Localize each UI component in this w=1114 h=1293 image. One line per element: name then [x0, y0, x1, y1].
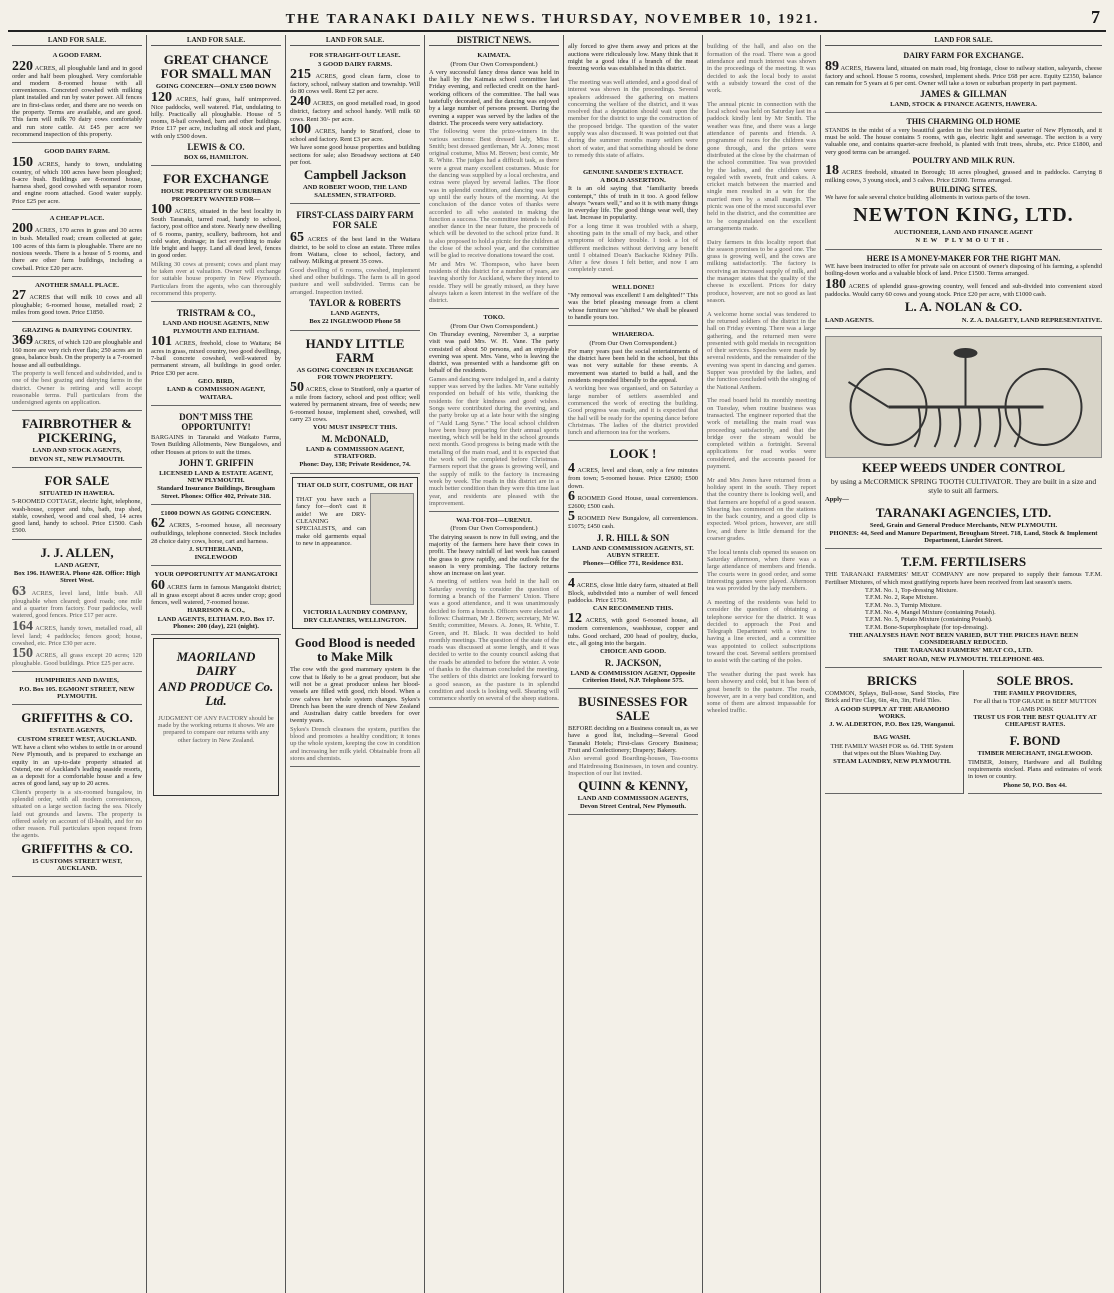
article-text: A very successful fancy dress dance was held in the hall by the Kaimata school committee last Friday evening, and reflected credit on the hard-working officers of the committee. The hall was tastefully decorated, and the dancing was enjoyed by a large number of persons present. During the evening a supper was served by the ladies of the district. The proceeds were very satisfactory.	[429, 68, 559, 127]
agent-name: HUMPHRIES AND DAVIES,	[35, 677, 119, 685]
agent-name: L. A. NOLAN & CO.	[904, 298, 1023, 314]
article-whareroa: WHAREROA. (From Our Own Correspondent.) For many years past the social entertainments of the district have been held in the school, but this was not very suitable for these events. A movement was started to build a hall, and the residents responded liberally to the appeal. A working bee was organised, and on Saturday a large number of settlers assembled and commenced the work of erecting the building. Good progress was made, and it is expected that the hall will be ready for the opening dance before Christmas. The ladies of the district provided lunch and afternoon tea for the workers.	[568, 328, 698, 441]
rooms: 6	[568, 489, 575, 505]
agent-name: TAYLOR & ROBERTS	[309, 297, 401, 308]
ad-subtitle: AS GOING CONCERN IN EXCHANGE FOR TOWN PROPERTY.	[296, 366, 414, 381]
company-subtitle: Seed, Grain and General Produce Merchants, NEW PLYMOUTH.	[869, 521, 1058, 529]
ad-charming-home	[825, 115, 1102, 249]
ad-title: Good Blood is needed to Make Milk	[294, 635, 416, 665]
ad-apply: Apply—	[825, 496, 849, 504]
newspaper-title: THE TARANAKI DAILY NEWS. THURSDAY, NOVEMBER 10, 1921.	[285, 12, 820, 27]
agent-subtitle: AND ROBERT WOOD, THE LAND SALESMEN, STRATFORD.	[302, 184, 407, 199]
agent-name: J. W. ALDERTON, P.O. Box 129, Wanganui.	[829, 721, 955, 729]
ad-text: ACRES, freehold, close to Waitara; 84 acres in grass, mixed country, two good dwellings, 7-bail concrete cowshed, well-watered by permanent stream, all buildings in good order. Price £30 per acre.	[151, 339, 281, 377]
ad-for-exchange: FOR EXCHANGE HOUSE PROPERTY OR SUBURBAN PROPERTY WANTED FOR— 100 ACRES, situated in the best locality in South Taranaki, tarred road, handy to school, factory, post office and store. Nearly new dwelling of 6 rooms, pantry, scullery, bathroom, hot and cold water, drainage; in fact everything to make life bright and happy. Land all dead level, fences in good order. Milking 30 cows at present; cows and plant may be taken over at valuation. Owner will exchange for suitable house property in New Plymouth. Particulars from the agents, who can thoroughly recommend this property.	[151, 168, 281, 302]
fertiliser-item: T.F.M. Bone-Superphosphate (for top-dressing).	[865, 623, 989, 631]
columns	[8, 35, 1106, 1293]
article-kaimata: KAIMATA. (From Our Own Correspondent.) A very successful fancy dress dance was held in the hall by the Kaimata school committee last Friday evening, and reflected credit on the hard-working officers of the committee. The hall was tastefully decorated, and the dancing was enjoyed by a large number of persons present. During the evening a supper was served by the ladies of the district. The proceeds were very satisfactory. The following were the prize-winners in the various sections: Best dressed lady, Miss E. Smith; best dressed gentleman, Mr A. Jones; most original costume, Miss M. Brown; best comic, Mr R. White. The judges had a difficult task, as there were a great many excellent costumes. Music for the dancing was supplied by a local orchestra, and extras were played by several ladies. The floor was in splendid condition, and dancing was kept up until the early hours of the morning. At the conclusion of the dance votes of thanks were accorded to all who assisted in making the function a success. The committee intends to hold another dance in the near future, the proceeds of which will be devoted to the school prize fund. It is also proposed to hold a picnic for the children at the close of the school year, and the committee will be glad to receive donations toward the cost. Mr and Mrs W. Thompson, who have been residents of this district for a number of years, are leaving shortly for Auckland, where they intend to reside. They will be greatly missed, as they have always taken a keen interest in the welfare of the district.	[429, 49, 559, 309]
ad-cheap-place	[12, 212, 142, 277]
ad-first-class: FIRST-CLASS DAIRY FARM FOR SALE 65 ACRES of the best land in the Waitara district, to be sold to close an estate. Three miles from Waitara, close to school, factory, and railway. Milking at present 35 cows. Good dwelling of 6 rooms, cowshed, implement shed and other buildings. The farm is all in good pasture and well subdivided. Terms can be arranged. Inspection invited. TAYLOR & ROBERTS LAND AGENTS, Box 22 INGLEWOOD Phone 58	[290, 206, 420, 331]
ad-text: ACRES of splendid grass-growing country, well fenced and sub-divided into convenient sized paddocks. Would carry 60 cows and young stock. Price £20 per acre, with £1000 cash.	[825, 282, 1102, 298]
acreage: 18	[825, 163, 839, 179]
ad-title: GOOD DAIRY FARM.	[44, 148, 110, 156]
agent-subtitle: LAND AND STOCK AGENTS,	[32, 447, 122, 455]
ad-title: HANDY LITTLE FARM	[305, 335, 405, 365]
rooms: 5	[568, 509, 575, 525]
ad-fairbrother	[12, 413, 142, 468]
article-title: WHAREROA.	[612, 331, 654, 339]
ad-opportunity	[151, 408, 281, 505]
ad-text: by using a McCORMICK SPRING TOOTH CULTIVATOR. They are built in a size and style to suit all farmers.	[830, 477, 1097, 496]
ad-text: ACRES, of which 120 are ploughable and 160 more are very rich river flats; 250 acres are in grass, balance bush. On the property is a 7-roomed house and all outbuildings.	[12, 339, 142, 369]
agent-subtitle: INGLEWOOD	[194, 554, 238, 562]
ad-title: THIS CHARMING OLD HOME	[906, 117, 1021, 127]
company-subtitle: DRY CLEANERS, WELLINGTON.	[303, 617, 407, 625]
company-subtitle: THE FAMILY PROVIDERS,	[993, 689, 1077, 697]
ad-lease	[290, 49, 420, 204]
agent-name: J. J. ALLEN,	[40, 544, 114, 560]
ad-bricks	[825, 670, 964, 794]
ad-note: THE ANALYSES HAVE NOT BEEN VARIED, BUT THE PRICES HAVE BEEN CONSIDERABLY REDUCED.	[848, 631, 1079, 647]
agent-phone: Phones—Office 771, Residence 831.	[582, 560, 684, 568]
ad-griffiths: GRIFFITHS & CO. ESTATE AGENTS, CUSTOM STREET WEST, AUCKLAND. WE have a client who wishes to settle in or around New Plymouth, and is prepared to exchange an equity in an up-to-date property situated at Ostend, one of Auckland's leading seaside resorts, as a deposit for a comfortable house and a few acres of good land, say up to 20 acres. Client's property is a six-roomed bungalow, in splendid order, with all modern conveniences, situated on a large section facing the sea. Nicely laid out grounds and lawns. The property is offered solely on account of ill-health, and for no other reason. Full particulars upon request from the agents. GRIFFITHS & CO. 15 CUSTOMS STREET WEST, AUCKLAND.	[12, 707, 142, 877]
agent-subtitle: LAND AND HOUSE AGENTS, NEW PLYMOUTH AND ELTHAM.	[162, 320, 270, 335]
brand-name: MAORILAND DAIRY	[176, 649, 256, 679]
ad-text: ACRES, half grass, half unimproved. Nice paddocks, well watered. Flat, undulating to hilly. Practically all ploughable. House of 5 rooms, 8-bail cowshed, barn and other buildings. Price £17 per acre, including all stock and plant, with only £500 down.	[151, 95, 282, 140]
ad-text: ACRES, situated in the best locality in South Taranaki, tarred road, handy to school, factory, post office and store. Nearly new dwelling of 6 rooms, pantry, scullery, bathroom, hot and cold water, drainage; in fact everything to make life bright and happy. Land all dead level, fences in good order.	[151, 207, 281, 260]
column-3	[286, 35, 425, 1293]
ad-money-maker	[825, 252, 1102, 329]
ad-cultivator	[825, 331, 1102, 549]
ad-subtitle: CHOICE AND GOOD.	[600, 648, 666, 656]
ad-text: ACRES, with good 6-roomed house, all modern conveniences, washhouse, copper and tubs. Good orchard, 200 head of poultry, ducks, etc., all going into the bargain.	[568, 617, 698, 647]
masthead	[8, 6, 1106, 32]
agent-name: TRISTRAM & CO.,	[176, 308, 256, 319]
ad-text: ACRES, 170 acres in grass and 30 acres in bush. Metalled road; cream collected at gate; 100 acres of this farm is ploughable. There are no noxious weeds. There is a house of 5 rooms, and there are other farm buildings, including a cowbail. Price £20 per acre.	[12, 227, 143, 272]
man-in-suit-illustration	[370, 493, 414, 605]
ad-genuine-extract: GENUINE SANDER'S EXTRACT. A BOLD ASSERTION. It is an old saying that "familiarity breeds contempt," this of truth in it too. A good fellow always "wears well," and so it is with many things in everyday life. The good things wear well, they last. Increase in popularity. For a long time it was troubled with a sharp, shooting pain in the small of my back, and other symptoms of kidney trouble. I took a lot of different medicines without deriving any benefit until I obtained Doan's Backache Kidney Pills. After a few doses I felt better, and now I am completely cured.	[568, 166, 698, 279]
agent-address: DEVON ST., NEW PLYMOUTH.	[29, 455, 125, 463]
column-2	[147, 35, 286, 1293]
brand-name-2: AND PRODUCE Co. Ltd.	[158, 679, 274, 709]
fertiliser-item: T.F.M. No. 3, Turnip Mixture.	[865, 601, 942, 609]
ad-title: GREAT CHANCE FOR SMALL MAN	[160, 52, 272, 82]
ad-text: ROOMED Good House, usual conveniences. £2600; £500 cash.	[568, 495, 698, 511]
article-byline: (From Our Own Correspondent.)	[450, 525, 538, 533]
ad-text: THE FAMILY WASH FOR ss. 6d. THE System that wipes out the Blues Washing Day.	[830, 742, 954, 758]
ad-title: HERE IS A MONEY-MAKER FOR THE RIGHT MAN.	[866, 253, 1061, 263]
ad-title: CAN RECOMMEND THIS.	[592, 605, 674, 613]
company-name: THE TARANAKI FARMERS' MEAT CO., LTD.	[894, 647, 1033, 655]
agent-name: HARRISON & CO.,	[187, 607, 245, 615]
ad-subtitle: HOUSE PROPERTY OR SUBURBAN PROPERTY WANTED FOR—	[161, 188, 271, 203]
ad-title: DAIRY FARM FOR EXCHANGE.	[903, 51, 1024, 61]
company-name: F. BOND	[1009, 733, 1061, 749]
ad-tristram	[151, 304, 281, 406]
cultivator-drawing	[826, 337, 1101, 457]
ad-note: We have some good house properties and building sections for sale; also Broadway sections at £40 per foot.	[290, 144, 420, 166]
ad-title: POULTRY AND MILK RUN.	[912, 155, 1015, 165]
company-name: SOLE BROS.	[996, 672, 1074, 688]
article-toko: TOKO. (From Our Own Correspondent.) On Thursday evening, November 3, a surprise visit was paid Mrs. W. H. Vane. The party consisted of about 50 persons, and an enjoyable evening was spent. Mrs. Vane, who is leaving the district, was presented with a handsome gift on behalf of the residents. Games and dancing were indulged in, and a dainty supper was served by the ladies. Mr Vane suitably responded on behalf of his wife, thanking the residents for their kindness and good wishes. Songs were contributed during the evening, and the party broke up at a late hour with the singing of "Auld Lang Syne." The local school children have been busy preparing for their annual sports meeting, which will be held in the school grounds next month. Good progress is being made with the metalling of the main road, and it is expected that the work will be completed before Christmas. Farmers report that the grass is growing well, and the supply of milk to the factory is increasing week by week. The roads in this district are in a much better condition than they were this time last year, and residents are pleased with the improvement.	[429, 311, 559, 512]
ad-text: THE TARANAKI FARMERS' MEAT COMPANY are now prepared to supply their famous T.F.M. Fertiliser Mixtures, of which most gratifying reports have been received from last season's users.	[825, 571, 1102, 586]
acreage: 100	[151, 201, 172, 217]
ad-text: ACRES, on good metalled road, in good district, factory and school handy. Will milk 60 cows. Rent 30/- per acre.	[290, 100, 420, 123]
acreage: 150	[12, 154, 33, 170]
fertiliser-item: T.F.M. No. 1, Top-dressing Mixture.	[865, 587, 958, 595]
article-continuation: ally forced to give them away and prices at the auctions were ridiculously low. Many think that it might be a good idea if a branch of the meat freezing works was established in this district.	[568, 43, 698, 73]
ad-text: WE have been instructed to offer for private sale on account of owner's disposing of his farming, a splendid boiling-down works and a valuable block of land. Price £1500. Terms arranged.	[825, 263, 1102, 278]
acreage: 27	[12, 288, 26, 304]
company-name: STEAM LAUNDRY, NEW PLYMOUTH.	[833, 758, 951, 766]
agent-name: QUINN & KENNY,	[578, 778, 688, 794]
ad-title: GENUINE SANDER'S EXTRACT.	[582, 168, 684, 176]
acreage: 4	[568, 575, 575, 591]
ad-text: 5-ROOMED COTTAGE, electric light, telephone, wash-house, copper and tubs, bath, trap shed, stable, cowshed, wood and coal shed, 14 acres good land, handy to school. Price £1500. Cash £500.	[12, 498, 142, 535]
acreage: 89	[825, 58, 839, 74]
ad-text: ACRES, close little dairy farm, situated at Bell Block, subdivided into a number of well fenced paddocks. Price £1750.	[568, 581, 699, 604]
ad-dairy-exchange	[825, 49, 1102, 113]
article-title: WAI-TOI-TOI—URENUI.	[456, 517, 532, 525]
ad-title: FOR STRAIGHT-OUT LEASE.	[309, 52, 401, 60]
agent-address: Box 22 INGLEWOOD Phone 58	[309, 318, 401, 326]
ad-title: FOR SALE	[44, 472, 110, 488]
acreage: 180	[825, 276, 846, 292]
agent-name: JAMES & GILLMAN	[920, 89, 1007, 100]
ad-grazing: GRAZING & DAIRYING COUNTRY. 369 ACRES, of which 120 are ploughable and 160 more are very rich river flats; 250 acres are in grass, balance bush. On the property is a 7-roomed house and all outbuildings. The property is well fenced and subdivided, and is one of the best grazing and dairying farms in the district. Owner is retiring and will accept reasonable terms. Full particulars from the undersigned agents on application.	[12, 324, 142, 412]
ad-look	[568, 443, 698, 572]
agent-name: JOHN T. GRIFFIN	[178, 457, 254, 468]
ad-title: FOR EXCHANGE	[163, 171, 269, 187]
column-1	[8, 35, 147, 1293]
ad-dry-cleaning	[292, 477, 418, 630]
agent-name: J. R. HILL & SON	[596, 532, 670, 543]
ad-going-concern	[151, 507, 281, 566]
ad-note: TRUST US FOR THE BEST QUALITY AT CHEAPEST RATES.	[973, 713, 1097, 729]
ad-title: £1000 DOWN AS GOING CONCERN.	[160, 509, 272, 517]
acreage: 65	[290, 229, 304, 245]
agent-name: LEWIS & CO.	[187, 142, 245, 153]
fertiliser-item: T.F.M. No. 5, Potato Mixture (containing Potash).	[865, 616, 993, 624]
agent-subtitle: LICENSED LAND & ESTATE AGENT, NEW PLYMOUTH.	[159, 469, 273, 485]
ad-text: The cow with the good mammary system is the cow that is likely to be a great producer, but she will not be a great producer unless her blood-vessels are filled with good, rich blood. When a cow calves her whole system changes. Sykes's Drench has been the sure drench of New Zealand and Australian dairy cattle breeders for over twenty years.	[290, 666, 420, 725]
column-7	[821, 35, 1106, 1293]
company-address: SMART ROAD, NEW PLYMOUTH. TELEPHONE 483.	[883, 655, 1044, 663]
ad-title: YOUR OPPORTUNITY AT MANGATOKI	[154, 571, 278, 579]
company-phones: PHONES: 44, Seed and Manure Department, Brougham Street. 718, Land, Stock & Implement Department, Liardet Street.	[829, 529, 1098, 545]
article-title: TOKO.	[483, 314, 505, 322]
article-byline: (From Our Own Correspondent.)	[450, 322, 538, 330]
ad-subtitle: 3 GOOD DAIRY FARMS.	[317, 60, 393, 68]
agent-address: Box 196. HAWERA. Phone 428. Office: High Street West.	[13, 570, 141, 585]
acreage: 4	[568, 461, 575, 477]
company-name: NEWTON KING, LTD.	[853, 204, 1074, 227]
ad-text: It is an old saying that "familiarity breeds contempt," this of truth in it too. A good fellow always "wears well," and so it is with many things in everyday life. The good things wear well, they last. Increase in popularity.	[568, 185, 698, 222]
ad-title: FIRST-CLASS DAIRY FARM FOR SALE	[296, 209, 414, 230]
ad-text: ACRES, 5-roomed house, all necessary outbuildings, telephone connected. Stock includes 28 choice dairy cows, horse, cart and harness.	[151, 522, 281, 545]
agent-name: FAIRBROTHER & PICKERING,	[22, 416, 132, 446]
ad-text: THAT you have such a fancy for—don't cast it aside! We are DRY-CLEANING SPECIALISTS, and can make old garments equal to new in appearance.	[296, 496, 366, 547]
ad-well-done	[568, 281, 698, 326]
ad-title: A GOOD FARM.	[52, 52, 102, 60]
ad-note: YOU MUST INSPECT THIS.	[312, 424, 398, 432]
article-byline: (From Our Own Correspondent.)	[589, 339, 677, 347]
acreage: 215	[290, 66, 311, 82]
ad-businesses: BUSINESSES FOR SALE BEFORE deciding on a Business consult us, as we have a good list, including—Several Good Taranaki Hotels; First-class Grocery Business; Fruit and Confectionery; Drapery; Bakery. Also several good Boarding-houses, Tea-rooms and Hairdressing Businesses, in town and country. Inspection of our list invited. QUINN & KENNY, LAND AND COMMISSION AGENTS, Devon Street Central, New Plymouth.	[568, 691, 698, 815]
article-byline: (From Our Own Correspondent.)	[450, 60, 538, 68]
ad-title: BUSINESSES FOR SALE	[578, 694, 688, 724]
acreage: 369	[12, 333, 33, 349]
agent-left: LAND AGENTS.	[825, 316, 874, 324]
agent-subtitle: LAND & COMMISSION AGENT, WAITARA.	[166, 386, 266, 401]
acreage: 200	[12, 221, 33, 237]
ad-small-place	[12, 279, 142, 322]
ad-bell-block	[568, 575, 698, 690]
article-text: For many years past the social entertainments of the district have been held in the school, but this was not very suitable for these events. A movement was started to build a hall, and the residents responded liberally to the appeal.	[568, 347, 698, 385]
ad-sole-bros	[968, 670, 1102, 794]
agent-subtitle: LAND AND COMMISSION AGENTS, Devon Street Central, New Plymouth.	[577, 795, 689, 810]
ad-text: ACRES that will milk 10 cows and all ploughable; 6-roomed house, metalled road; 2 miles from good town. Price £1850.	[12, 294, 142, 317]
fertiliser-list	[825, 587, 1102, 631]
agent-subtitle: LAND & COMMISSION AGENT, Opposite Criterion Hotel, N.P. Telephone 575.	[570, 669, 696, 684]
ad-sykes-drench: Good Blood is needed to Make Milk The cow with the good mammary system is the cow that is likely to be a great producer, but she will not be a great producer unless her blood-vessels are filled with good, rich blood. When a cow calves her whole system changes. Sykes's Drench has been the sure drench of New Zealand and Australian dairy cattle breeders for over twenty years. Sykes's Drench cleanses the system, purifies the blood and promotes a healthy condition; it tones up the whole system, keeping the cow in condition and increasing her milk yield. Obtainable from all stores and chemists.	[290, 632, 420, 767]
agent-name-footer: GRIFFITHS & CO.	[21, 840, 133, 856]
company-subtitle: TIMBER MERCHANT, INGLEWOOD.	[977, 750, 1093, 758]
ad-text: ACRES, level and clean, only a few minutes from town; 5-roomed house. Price £2600; £500 down.	[568, 467, 698, 490]
agent-right: N. Z. A. DALGETY, LAND REPRESENTATIVE.	[961, 316, 1102, 324]
ad-handy-farm	[290, 333, 420, 474]
company-address: NEW PLYMOUTH.	[915, 237, 1012, 245]
agent-name: GEO. BIRD,	[197, 378, 235, 386]
ad-good-dairy-farm	[12, 145, 142, 210]
article-title: KAIMATA.	[477, 52, 511, 60]
column-header: LAND FOR SALE.	[825, 37, 1102, 46]
ad-text: ACRES of the best land in the Waitara district, to be sold to close an estate. Three miles from Waitara, close to school, factory, and railway. Milking at present 35 cows.	[290, 235, 420, 266]
column-6: building of the hall, and also on the formation of the road. There was a good attendance and much interest was shown in the proceedings of the meeting. It was decided to ask the local body to assist with a subsidy toward the cost of the work. The annual picnic in connection with the local school was held on Saturday last in a paddock kindly lent by Mr Smith. The weather was fine, and there was a large attendance of parents and friends. A programme of races for the children was gone through, and the prizes were distributed at the close by the chairman of the school committee. Tea was provided by the ladies, and the children were regaled with sweets, fruit and cakes. A cricket match between the married and single men resulted in a win for the married men by a small margin. The picnic was one of the most successful ever held in the district, and the committee are to be congratulated on the excellent arrangements made. Dairy farmers in this locality report that the season promises to be a good one. The grass is growing well, and the cows are milking satisfactorily. The factory is receiving an increased supply of milk, and the manager states that the quality of the cheese is excellent. Prices for dairy produce, however, are not so good as last season. A welcome home social was tendered to the returned soldiers of the district in the hall on Friday evening. There was a large gathering, and the returned men were presented with gold medals in recognition of their services. Speeches were made by several residents, and the remainder of the evening was spent in dancing and games. Supper was provided by the ladies, and the function concluded with the singing of the National Anthem. The road board held its monthly meeting on Tuesday, when routine business was transacted. The engineer reported that the work of metalling the main road was proceeding satisfactorily, and that the bridge over the stream would be completed within a fortnight. Several applications for road works were considered, and the accounts passed for payment. Mr and Mrs Jones have returned from a holiday spent in the south. They report that the country there is looking well, and that farmers are hopeful of a good season. Shearing has commenced on the stations in the back country, and a good clip is expected. Wool prices, however, are still low, and there is little demand for the coarser grades. The local tennis club opened its season on Saturday afternoon, when there was a large attendance of members and friends. The courts were in good order, and some interesting games were played. Afternoon tea was provided by the lady members. A meeting of the residents was held to consider the question of obtaining a telephone service for the district. It was decided to approach the Post and Telegraph Department with a view to having a line erected, and a committee was appointed to collect subscriptions toward the cost. Several settlers promised to assist with the carting of the poles. The weather during the past week has been showery and cold, but it has been of great benefit to the pasture. The roads, however, are in a very bad condition, and some of them are almost impassable for wheeled traffic.	[703, 35, 821, 1293]
ad-for-sale-hawera	[12, 470, 142, 540]
company-phone: Phone 50, P.O. Box 44.	[1003, 781, 1067, 789]
ad-text: WE have a client who wishes to settle in or around New Plymouth, and is prepared to exchange an equity in an up-to-date property situated at Ostend, one of Auckland's leading seaside resorts, as a deposit for a comfortable house and a few acres of good land, say up to 20 acres.	[12, 743, 142, 788]
ad-title: BAG WASH.	[873, 734, 911, 742]
company-name: TARANAKI AGENCIES, LTD.	[875, 504, 1052, 520]
ad-subtitle: SITUATED IN HAWERA.	[39, 489, 115, 497]
ad-text: We have for sale several choice building allotments in various parts of the town.	[825, 193, 1030, 201]
ad-text: BEFORE deciding on a Business consult us, as we have a good list, including—Several Good Taranaki Hotels; First-class Grocery Business; Fruit and Confectionery; Drapery; Bakery.	[568, 725, 698, 755]
ad-subtitle: GOING CONCERN—ONLY £500 DOWN	[155, 83, 277, 91]
company-subtitle: AUCTIONEER, LAND AND FINANCE AGENT	[894, 229, 1033, 237]
acreage: 50	[290, 380, 304, 396]
acreage: 240	[290, 94, 311, 110]
ad-text: ACRES, Hawera land, situated on main road, big frontage, close to railway station, saleyards, cheese factory and school. House 5 rooms, cowshed, implement sheds. Price £68 per acre. Equity £2350, balance can remain for 5 years at 6 per cent. Owner will take a town or suburban property in part payment.	[825, 64, 1102, 87]
column-header: LAND FOR SALE.	[151, 37, 281, 46]
ad-text: "My removal was excellent! I am delighted!" This was the brief pleasing message from a client whose furniture we "shifted." We shall be pleased to handle yours too.	[568, 292, 698, 321]
ad-text: ACRES farm in famous Mangatoki district; all in grass except about 8 acres under crop; good fences, well watered, 7-roomed house.	[151, 583, 281, 607]
agent-name: J. SUTHERLAND,	[188, 545, 244, 553]
acreage: 62	[151, 516, 165, 532]
agent-subtitle: LAND AND COMMISSION AGENTS, ST. AUBYN STREET.	[572, 544, 694, 559]
agent-address: Standard Insurance Buildings, Brougham Street. Phones: Office 402, Private 318.	[157, 485, 275, 500]
article-text: On Thursday evening, November 3, a surprise visit was paid Mrs. W. H. Vane. The party consisted of about 50 persons, and an enjoyable evening was spent. Mrs. Vane, who is leaving the district, was presented with a handsome gift on behalf of the residents.	[429, 330, 559, 375]
ad-subtitle: A GOOD SUPPLY AT THE ARAMOHO WORKS.	[834, 705, 950, 720]
acreage: 60	[151, 577, 165, 593]
column-header: LAND FOR SALE.	[290, 37, 420, 46]
company-name: VICTORIA LAUNDRY COMPANY,	[303, 608, 407, 616]
page-number: 7	[1091, 7, 1100, 27]
ad-fertilisers	[825, 551, 1102, 668]
ad-text: ACRES, handy to town, undulating country, of which 100 acres have been ploughed; 8-acre bush. Buildings are 8-roomed house, harness shed, good cowshed with separator room and engine room attached. Good water supply. Price £25 per acre.	[12, 160, 143, 205]
column-5: ally forced to give them away and prices at the auctions were ridiculously low. Many think that it might be a good idea if a branch of the meat freezing works was established in this district. The meeting was well attended, and a good deal of interest was shown in the proceedings. Several speakers addressed the gathering on matters concerning the welfare of the district, and it was resolved that a deputation should wait upon the member for the district to urge the construction of the proposed bridge. The question of the water supply was also discussed. It was pointed out that during the summer months many settlers were short of water, and that something should be done to remedy this state of affairs. GENUINE SANDER'S EXTRACT. A BOLD ASSERTION. It is an old saying that "familiarity breeds contempt," this of truth in it too. A good fellow always "wears well," and so it is with many things in everyday life. The good things wear well, they last. Increase in popularity. For a long time it was troubled with a sharp, shooting pain in the small of my back, and other symptoms of kidney trouble. I took a lot of different medicines without deriving any benefit until I obtained Doan's Backache Kidney Pills. After a few doses I felt better, and now I am completely cured. WELL DONE! "My removal was excellent! I am delighted!" This was the brief pleasing message from a client whose furniture we "shifted." We shall be pleased to handle yours too. WHAREROA. (From Our Own Correspondent.) For many years past the social entertainments of the district have been held in the school, but this was not very suitable for these events. A movement was started to build a hall, and the residents responded liberally to the appeal. A working bee was organised, and on Saturday a large number of settlers assembled and commenced the work of erecting the building. Good progress was made, and it is expected that the hall will be ready for the opening dance before Christmas. The ladies of the district provided lunch and afternoon tea for the workers. LOOK ! 4 ACRES, level and clean, only a few minutes from town; 5-roomed house. Price £2600; £500 down. 6 ROOMED Good House, usual conveniences. £2600; £500 cash. 5 ROOMED New Bungalow, all conveniences. £1075; £450 cash. J. R. HILL & SON LAND AND COMMISSION AGENTS, ST. AUBYN STREET. Phones—Office 771, Residence 831. 4 ACRES, close little dairy farm, situated at Bell Block, subdivided into a number of well fenced paddocks. Price £1750. CAN RECOMMEND THIS. 12 ACRES, with good 6-roomed house, all modern conveniences, washhouse, copper and tubs. Good orchard, 200 head of poultry, ducks, etc., all going into the bargain. CHOICE AND GOOD. R. JACKSON, LAND & COMMISSION AGENT, Opposite Criterion Hotel, N.P. Telephone 575. BUSINESSES FOR SALE BEFORE deciding on a Business consult us, as we have a good list, including—Several Good Taranaki Hotels; First-class Grocery Business; Fruit and Confectionery; Drapery; Bakery. Also several good Boarding-houses, Tea-rooms and Hairdressing Businesses, in town and country. Inspection of our list invited. QUINN & KENNY, LAND AND COMMISSION AGENTS, Devon Street Central, New Plymouth.	[564, 35, 703, 1293]
agent-subtitle: LAND AGENTS,	[330, 309, 380, 317]
article-waitoitoi: WAI-TOI-TOI—URENUI. (From Our Own Correspondent.) The dairying season is now in full swing, and the majority of the farmers here have their cows in profit. The heavy rainfall of last week has caused the grass to grow rapidly, and the outlook for the season is very promising. The factory returns show an increase on last year. A meeting of settlers was held in the hall on Saturday evening to consider the question of forming a branch of the Farmers' Union. There was a good attendance, and it was unanimously decided to form a branch. Officers were elected as follows: Chairman, Mr J. Brown; secretary, Mr W. Smith; committee, Messrs. A. Jones, R. White, T. Green, and H. Black. It was decided to hold monthly meetings. The question of the state of the roads was discussed at some length, and it was decided to write to the county council asking that the roads be attended to before the winter. A vote of thanks to the chairman concluded the meeting. The settlers of this district are looking forward to a good season, as the pasture is in splendid condition and stock is looking well. Shearing will commence shortly on several of the sheep stations.	[429, 514, 559, 707]
ad-mangatoki	[151, 568, 281, 635]
ad-text: TIMBER, Joinery, Hardware and all Building requirements stocked. Plans and estimates of work in town or country.	[968, 758, 1102, 781]
ad-title: KEEP WEEDS UNDER CONTROL	[861, 460, 1066, 476]
ad-title: BUILDING SITES.	[929, 184, 998, 194]
article-text: The dairying season is now in full swing, and the majority of the farmers here have their cows in profit. The heavy rainfall of last week has caused the grass to grow rapidly, and the outlook for the season is very promising. The factory returns show an increase on last year.	[429, 533, 559, 578]
acreage: 12	[568, 611, 582, 627]
agent-name: R. JACKSON,	[604, 657, 662, 668]
ad-good-farm	[12, 49, 142, 143]
agent-address: P.O. Box 105. EGMONT STREET, NEW PLYMOUTH.	[19, 685, 135, 701]
ad-text: ACRES, handy to Stratford, close to school and factory. Rent £3 per acre.	[290, 128, 420, 144]
ad-title: WELL DONE!	[611, 283, 655, 291]
column-4	[425, 35, 564, 1293]
ad-text: ACRES freehold, situated in Borough; 18 acres ploughed, grassed and in paddocks. Carrying 8 milking cows, 3 young stock, and 3 calves. Price £2600. Terms arranged.	[825, 169, 1102, 185]
ad-text: ACRES, all ploughable land and in good order and half been ploughed. Very comfortable and modern 8-roomed house with all conveniences. Concreted cowshed with milking plant installed and run by water power. All fences are in first-class order, and there are no weeds on the property. Terms are available, and are good. This farm will milk 70 dairy cows comfortably and run store cattle. At £45 per acre we recommend inspection of this property.	[12, 64, 142, 138]
agent-address: BOX 66, HAMILTON.	[183, 154, 249, 162]
agent-name: GRIFFITHS & CO.	[21, 710, 133, 726]
agent-address: LAND AGENTS, ELTHAM. P.O. Box 17. Phones: 200 (day), 221 (night).	[157, 615, 275, 630]
acreage: 120	[151, 89, 172, 105]
agent-name: Campbell Jackson	[303, 167, 407, 183]
ad-text: For all that is TOP GRADE in BEEF MUTTON LAMB PORK	[973, 698, 1097, 713]
acreage: 100	[290, 122, 311, 138]
ad-title: THAT OLD SUIT, COSTUME, OR HAT	[297, 481, 413, 489]
ad-text: ACRES, close to Stratford, only a quarter of a mile from factory, school and post office; well watered by permanent stream, free of weeds; new 6-roomed house, implement shed, cowshed, will carry 23 cows.	[290, 386, 420, 424]
column-header: DISTRICT NEWS.	[429, 37, 559, 46]
ad-title: A CHEAP PLACE.	[49, 215, 105, 223]
agent-subtitle: LAND AGENT,	[54, 561, 100, 569]
ad-humphries	[12, 674, 142, 705]
agent-subtitle: LAND & COMMISSION AGENT, STRATFORD.	[305, 445, 405, 460]
agent-address-footer: 15 CUSTOMS STREET WEST, AUCKLAND.	[31, 857, 123, 873]
bottom-ads	[825, 670, 1102, 796]
agent-subtitle: ESTATE AGENTS,	[49, 727, 105, 735]
ad-title: GRAZING & DAIRYING COUNTRY.	[22, 326, 132, 334]
ad-text: BARGAINS in Taranaki and Waikato Farms, Town Building Allotments, New Bungalows, and other Houses at prices to suit the times.	[151, 433, 281, 456]
fertiliser-item: T.F.M. No. 2, Rape Mixture.	[865, 594, 938, 602]
ad-allen: J. J. ALLEN, LAND AGENT, Box 196. HAWERA. Phone 428. Office: High Street West. 63 ACRES, level land, little bush. All ploughable when cleared; good roads; one mile and a quarter from factory. Four paddocks, well watered, good fences. Price £17 per acre. 164 ACRES, handy town, metalled road, all level land; 4 paddocks; fences good; house, cowshed, etc. Price £30 per acre. 150 ACRES, all grass except 20 acres; 120 ploughable. Good buildings. Price £25 per acre.	[12, 542, 142, 673]
ad-subtitle: A BOLD ASSERTION.	[600, 176, 666, 184]
ad-text: ROOMED New Bungalow, all conveniences. £1075; £450 cash.	[568, 515, 698, 531]
ad-great-chance	[151, 49, 281, 166]
column-header: LAND FOR SALE.	[12, 37, 142, 46]
acreage: 101	[151, 333, 172, 349]
ad-text: ACRES, good clean farm, close to factory, school, railway station and township. Will do 80 cows well. Rent £2 per acre.	[290, 72, 420, 96]
ad-title: ANOTHER SMALL PLACE.	[35, 281, 119, 289]
ad-maoriland-dairy: MAORILAND DAIRY AND PRODUCE Co. Ltd. JUDGMENT OF ANY FACTORY should be made by the working returns it shows. We are prepared to compare our returns with any other factory in New Zealand.	[153, 638, 279, 796]
fertiliser-item: T.F.M. No. 4, Mangel Mixture (containing Potash).	[865, 608, 996, 616]
cultivator-illustration	[825, 336, 1102, 458]
acreage: 220	[12, 58, 33, 74]
ad-title: LOOK !	[609, 446, 657, 462]
agent-subtitle: LAND, STOCK & FINANCE AGENTS, HAWERA.	[890, 101, 1037, 109]
ad-text: STANDS in the midst of a very beautiful garden in the best residential quarter of New Plymouth, and it must be sold. The house contains 5 rooms, with gas, electric light and sewerage. The section is a very valuable one, and contains quarter-acre freehold, is planted with fruit trees, shrubs, etc. Price £1800, and very good terms can be arranged.	[825, 126, 1102, 156]
agent-name: M. McDONALD,	[321, 433, 389, 444]
agent-address: CUSTOM STREET WEST, AUCKLAND.	[17, 735, 137, 743]
ad-title: DON'T MISS THE OPPORTUNITY!	[179, 411, 253, 432]
ad-text: COMMON, Splays, Bull-nose, Sand Stocks, Fire Brick and Fire Clay, 6in, 4in, 3in, Field Tiles.	[825, 689, 959, 705]
ad-title: BRICKS	[867, 672, 917, 688]
ad-title: T.F.M. FERTILISERS	[900, 554, 1027, 570]
agent-phone: Phone: Day, 138; Private Residence, 74.	[299, 461, 411, 469]
